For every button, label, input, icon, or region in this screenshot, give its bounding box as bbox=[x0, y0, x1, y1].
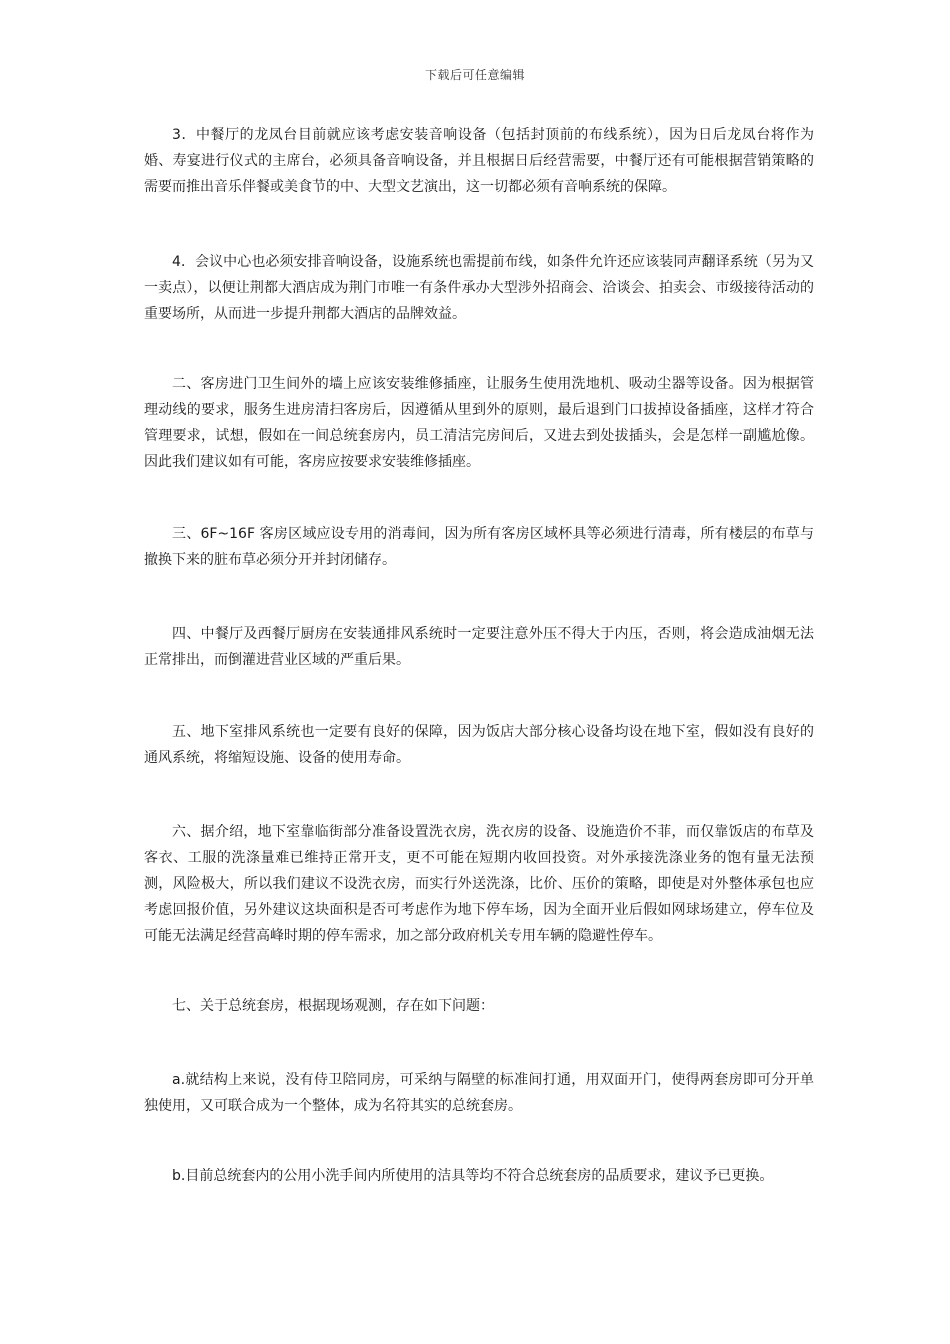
paragraph-2-guestroom-sockets: 二、客房进门卫生间外的墙上应该安装维修插座，让服务生使用洗地机、吸动尘器等设备。因为根据管理动线的要求，服务生进房清扫客房后，因遵循从里到外的原则，最后退到门口拔掉设备插座，这样才符合管理要求，试想，假如在一间总统套房内，员工清洁完房间后，又进去到处拔插头，会是怎样一副尴尬像。因此我们建议如有可能，客房应按要求安装维修插座。 bbox=[144, 376, 814, 470]
paragraph-5-basement-ventilation: 五、地下室排风系统也一定要有良好的保障，因为饭店大部分核心设备均设在地下室，假如没有良好的通风系统，将缩短设施、设备的使用寿命。 bbox=[144, 724, 814, 766]
paragraph-3-disinfection-room: 三、6F~16F 客房区域应设专用的消毒间，因为所有客房区域杯具等必须进行清毒，所有楼层的布草与撤换下来的脏布草必须分开并封闭储存。 bbox=[144, 526, 814, 568]
paragraph-4-kitchen-ventilation: 四、中餐厅及西餐厅厨房在安装通排风系统时一定要注意外压不得大于内压，否则，将会造成油烟无法正常排出，而倒灌进营业区域的严重后果。 bbox=[144, 626, 814, 668]
paragraph-6-laundry: 六、据介绍，地下室靠临街部分准备设置洗衣房，洗衣房的设备、设施造价不菲，而仅靠饭店的布草及客衣、工服的洗涤量难已维持正常开支，更不可能在短期内收回投资。对外承接洗涤业务的饱有量无法预测，风险极大，所以我们建议不设洗衣房，而实行外送洗涤，比价、压价的策略，即使是对外整体承包也应考虑回报价值，另外建议这块面积是否可考虑作为地下停车场，因为全面开业后假如网球场建立，停车位及可能无法满足经营高峰时期的停车需求，加之部分政府机关专用车辆的隐避性停车。 bbox=[144, 824, 814, 944]
paragraph-b-suite-fixtures: b.目前总统套内的公用小洗手间内所使用的洁具等均不符合总统套房的品质要求，建议予已更换。 bbox=[172, 1168, 774, 1184]
paragraph-7-presidential-suite: 七、关于总统套房，根据现场观测，存在如下问题： bbox=[172, 998, 494, 1014]
paragraph-a-suite-structure: a.就结构上来说，没有侍卫陪同房，可采纳与隔壁的标准间打通，用双面开门，使得两套房即可分开单独使用，又可联合成为一个整体，成为名符其实的总统套房。 bbox=[144, 1072, 814, 1114]
page-header: 下载后可任意编辑 bbox=[424, 68, 525, 82]
paragraph-3-dining-audio: 3．中餐厅的龙凤台目前就应该考虑安装音响设备（包括封顶前的布线系统），因为日后龙凤台将作为婚、寿宴进行仪式的主席台，必须具备音响设备，并且根据日后经营需要，中餐厅还有可能根据营销策略的需要而推出音乐伴餐或美食节的中、大型文艺演出，这一切都必须有音响系统的保障。 bbox=[144, 127, 814, 195]
paragraph-4-conference-audio: 4．会议中心也必须安排音响设备，设施系统也需提前布线，如条件允许还应该装同声翻译系统（另为又一卖点），以便让荆都大酒店成为荆门市唯一有条件承办大型涉外招商会、洽谈会、拍卖会、市级接待活动的重要场所，从而进一步提升荆都大酒店的品牌效益。 bbox=[144, 254, 814, 322]
